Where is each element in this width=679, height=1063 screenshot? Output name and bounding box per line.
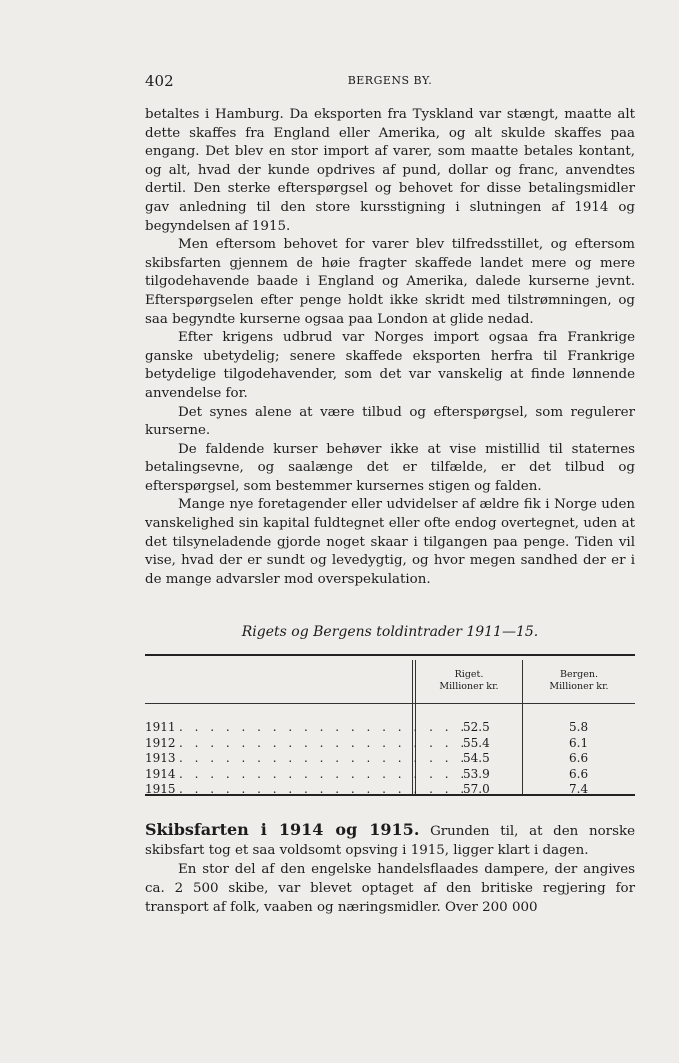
section-skibsfarten: [145, 820, 635, 917]
bergen-value: 6.6: [569, 751, 589, 765]
dot-leader: . . . . . . . . . . . . . . . . . . .: [179, 751, 469, 765]
column-header-title: Bergen.: [560, 669, 598, 680]
riget-value: 52.5: [463, 720, 490, 734]
column-header-unit: Millioner kr.: [549, 681, 609, 692]
page-header: [145, 72, 635, 90]
column-header-bergen: [525, 669, 633, 693]
row-year: 1911: [145, 720, 176, 734]
bergen-value: 7.4: [569, 782, 589, 796]
riget-value: 55.4: [463, 735, 490, 750]
paragraph: Men eftersom behovet for varer blev tilfredsstillet, og eftersom skibsfarten gjennem de høie fragter skaffede landet mere og mere tilgodehavende baade i England og Amerika, dalede kurserne jevnt. Efterspørgselen efter penge holdt ikke skridt med tilstrømningen, og saa begyndte kurserne ogsaa paa London at glide nedad.: [145, 237, 635, 327]
bergen-value: 6.6: [569, 766, 589, 781]
column-header-unit: Millioner kr.: [439, 681, 499, 692]
bergen-value: 5.8: [569, 720, 589, 734]
section-paragraph: En stor del af den engelske handelsflaades dampere, der angives ca. 2 500 skibe, var blevet optaget af den britiske regjering for transport af folk, vaaben og næringsmidler. Over 200 000: [145, 862, 635, 915]
table-row: [145, 736, 635, 752]
table-bottom-rule: [145, 794, 635, 796]
dot-leader: . . . . . . . . . . . . . . . . . . .: [179, 735, 469, 750]
table-body: [145, 720, 635, 798]
riget-value: 54.5: [463, 751, 490, 765]
paragraph: Det synes alene at være tilbud og efterspørgsel, som regulerer kurserne.: [145, 404, 635, 439]
row-year: 1912: [145, 735, 176, 750]
section-heading: Skibsfarten i 1914 og 1915.: [145, 820, 420, 839]
paragraph: betaltes i Hamburg. Da eksporten fra Tyskland var stængt, maatte alt dette skaffes fra England eller Amerika, og alt skulde skaffes paa engang. Det blev en stor import af varer, som maatte betales kontant, og alt, hvad der kunde opdrives af pund, dollar og franc, anvendtes dertil. Den sterke efterspørgsel og behovet for disse betalingsmidler gav anledning til den store kursstigning i slutningen af 1914 og begyndelsen af 1915.: [145, 107, 635, 234]
paragraph: Efter krigens udbrud var Norges import ogsaa fra Frankrige ganske ubetydelig; senere skaffede eksporten herfra til Frankrige betydelige tilgodehavender, som det var vanskelig at finde lønnende anvendelse for.: [145, 330, 635, 401]
section-text: Grunden til, at den norske skibsfart tog et saa voldsomt opsving i 1915, ligger klart i dagen.: [145, 824, 635, 858]
row-year: 1913: [145, 751, 176, 765]
riget-value: 53.9: [463, 766, 490, 781]
table-top-rule: [145, 654, 635, 656]
table-header-rule: [145, 703, 635, 704]
dot-leader: . . . . . . . . . . . . . . . . . . .: [179, 782, 469, 796]
table-row: [145, 751, 635, 767]
table-row: [145, 720, 635, 736]
dot-leader: . . . . . . . . . . . . . . . . . . .: [179, 720, 469, 734]
paragraph: De faldende kurser behøver ikke at vise mistillid til staternes betalingsevne, og saalænge det er tilfælde, er det tilbud og efterspørgsel, som bestemmer kursernes stigen og falden.: [145, 441, 635, 494]
table-row: [145, 767, 635, 783]
running-title: BERGENS BY.: [347, 74, 433, 87]
row-year: 1915: [145, 782, 176, 796]
body-text: [145, 106, 635, 589]
table-caption: Rigets og Bergens toldintrader 1911—15.: [241, 624, 539, 640]
row-year: 1914: [145, 766, 176, 781]
riget-value: 57.0: [463, 782, 490, 796]
column-header-title: Riget.: [454, 669, 484, 680]
page-number: 402: [145, 72, 174, 90]
dot-leader: . . . . . . . . . . . . . . . . . . .: [179, 766, 469, 781]
section-paragraph: [145, 820, 635, 860]
bergen-value: 6.1: [569, 735, 589, 750]
paragraph: Mange nye foretagender eller udvidelser af ældre fik i Norge uden vanskelighed sin kapital fuldtegnet eller ofte endog overtegnet, uden at det tilsyneladende gjorde noget skaar i tilgangen paa penge. Tiden vil vise, hvad der er sundt og levedygtig, og hvor megen sandhed der er i de mange advarsler mod overspekulation.: [145, 497, 635, 587]
column-header-riget: [415, 669, 523, 693]
